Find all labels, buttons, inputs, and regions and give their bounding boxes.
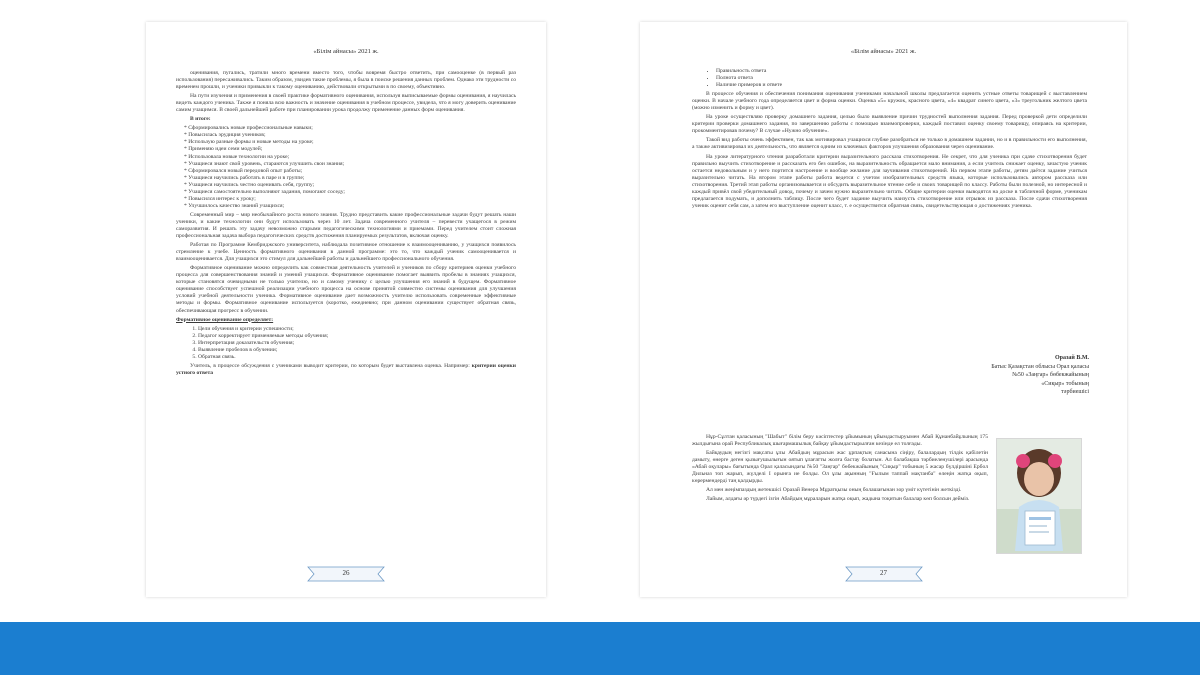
list-item: * Применяю идеи семи модулей;: [184, 146, 516, 153]
footer-divider: [0, 614, 1200, 619]
list-item: * Использую разные формы и новые методы на уроке;: [184, 139, 516, 146]
author-line: «Сиқыр» тобының: [1041, 380, 1089, 387]
list-item: * Учащиеся научились честно оценивать себя, группу;: [184, 182, 516, 189]
list-item: 2. Педагог корректирует применяемые методы обучения;: [198, 333, 516, 340]
closing-bold: критерии оценки устного ответа: [176, 362, 516, 376]
page-body: [692, 68, 1087, 212]
author-line: тәрбиешісі: [1061, 389, 1089, 395]
defines-list: [176, 326, 516, 361]
list-item: 5. Обратная связь.: [198, 354, 516, 361]
paragraph: На уроке осуществляю проверку домашнего задания, целью было выявление причин трудностей выполнения задания. Перед проверкой дети определили критерии проверки домашнего задания, по завершению работы с помощью взаимопроверки, каждый поставил оценку своему товарищу, опираясь на критерии, прокомментировав почему? В случае «Нужно обучение».: [692, 114, 1087, 135]
running-header: «Білім айнасы» 2021 ж.: [850, 48, 917, 55]
author-name: Оразай В.М.: [1054, 355, 1089, 361]
paragraph: оценивания, пугались, тратили много времени вместо того, чтобы вовремя быстро ответить, при самооценке (в первый раз использования) пересаживались. Таким образом, увидев такие проблемы, я была в поиске решения данных проблем. Однако эти трудности со временем прошли, и ученики привыкли к такому оцениванию, действовали открытыми в по своему, объективно.: [176, 70, 516, 91]
page-number-ribbon: [306, 565, 386, 583]
document-page-left: [146, 22, 546, 597]
paragraph: Современный мир – мир необычайного роста нового знания. Трудно представить какие профессиональные задачи будут решать наши ученики, и какие технологии они будут использовать через 10 лет. Задача современного учителя – перевести учащегося в режим саморазвития. И решать эту задачу невозможно старыми педагогическими технологиями и приемами. Перед учителем стоит сложная профессиональная задача выбора педагогических средств достижения планируемых результатов, включая оценку.: [176, 211, 516, 240]
running-header: «Білім айнасы» 2021 ж.: [313, 48, 379, 55]
list-item: 3. Интерпретация доказательств обучения;: [198, 340, 516, 347]
page-number: 26: [342, 569, 350, 577]
summary-list: [176, 125, 516, 210]
paragraph: Работая по Программе Кембриджского университета, наблюдала позитивное отношение к взаимооцениванию, у учащихся появилось стремление к учебе. Ценность формативного оценивания в данной программе: это то, что каждый ученик самооценивается и взаимооценивается. Для учащихся это стимул для дальнейшей работы и дальнейшего профессионального обучения.: [176, 242, 516, 263]
page-number: 27: [880, 569, 887, 577]
list-item: • Наличие примеров и ответе: [716, 82, 1087, 89]
list-item: • Полнота ответа: [716, 75, 1087, 82]
kazakh-article: [692, 434, 988, 505]
list-item: * Сформировался новый передовой опыт работы;: [184, 168, 516, 175]
author-line: Батыс Қазақстан облысы Орал қаласы: [991, 363, 1089, 370]
child-photo: [996, 438, 1082, 554]
paragraph: Байқаудың негізгі мақсаты ұлы Абайдың мұрасын жас ұрпақтың санасына сіңіру, балалардың тілдік қабілетін дамыту, өнерге деген қызығушылығын оятып ұлағатты жолға бастау болатын. Ал балабақша тәрбиеленушілері арасында «Абай оқулары» бағытында Орал қаласындағы №50 "Заңгар" бөбекжайының "Сиқыр" тобының 5 жасар бүлдіршіні Ербол Дильназ топ жарып, жүлделі І орынға ие болды. Ол ұлы ақынның "Ғылым таппай мақтанба" өлеңін жатқа оқып, көрермендерді таң қалдырды.: [692, 450, 988, 485]
list-item: * Улучшилось качество знаний учащихся;: [184, 203, 516, 210]
list-item: * Использовала новые технологии на уроке;: [184, 154, 516, 161]
list-item: * Учащиеся научились работать в паре и в группе;: [184, 175, 516, 182]
summary-heading: В итоге:: [190, 116, 211, 123]
page-body: [176, 70, 516, 379]
closing-paragraph: [176, 363, 516, 377]
page-number-ribbon: [844, 565, 924, 583]
list-item: 4. Выявление пробелов в обучении;: [198, 347, 516, 354]
list-item: 1. Цели обучения и критерии успешности;: [198, 326, 516, 333]
footer-band: [0, 622, 1200, 675]
list-item: * Учащиеся знают свой уровень, стараются улучшить свои знания;: [184, 161, 516, 168]
paragraph: Такой вид работы очень эффективен, так как мотивировал учащихся глубже разобраться не только в домашнем задании, но и в правильности его выполнения, а также активизировал их деятельность, что является одним из ключевых факторов улучшения образования через оценивание.: [692, 137, 1087, 151]
author-line: №50 «Заңгар» бөбекжайының: [1012, 372, 1089, 378]
criteria-list: [692, 68, 1087, 89]
defines-label: Формативное оценивание определяет:: [176, 316, 274, 323]
list-item: * Учащиеся самостоятельно выполняют задания, помогают соседу;: [184, 189, 516, 196]
paragraph: Формативное оценивание можно определить как совместная деятельность учителей и учеников по сбору критериев оценки учебного процесса для совершенствования знаний и умений учащихся. Формативное оценивание помогает выявить пробелы в знаниях учащихся, которые становятся очевидными не только учителю, но и самому ученику с целью улучшения его знаний в будущем. Формативное оценивание способствует успешной реализации учебного процесса на основе принятой совместно системы оценивания для улучшения условий учебной деятельности ученика. Формативное оценивание дает возможность учителю использовать современные эффективные методы и формы. Формативное оценивание используется (коротко, ежедневно; при данном оценивании существует обратная связь, обеспечивающая прогресс в обучении.: [176, 265, 516, 314]
child-photo-image: [997, 439, 1081, 553]
paragraph: На уроке литературного чтения разработали критерии выразительного рассказа стихотворения. Не секрет, что для ученика при сдаче стихотворения будет правильно выучить стихотворение и рассказать его без ошибок, на выразительность обращается мало внимания, а если учитель снижает оценку, зачастую ученик остается недовольным и у него портится настроение и вообще желание для заучивания стихотворений. На первом этапе работы, детям даётся задание учиться выразительно читать. На втором этапе работы работа ведется с учетом изобразительных средств языка, которые использовались автором рассказа или стихотворения. Третий этап работы организовывается и обсудить выразительное чтение себе и своих товарищей по классу. Работы были полезной, но интересной и каждый привёл свой убедительный довод, почему и зачем нужно выразительно читать. Общие критерии оценки выводятся на доске в табличной форме, ученикам предлагается подумать, и дополнить таблицу. После чего будет задание выучить наизусть стихотворение или отрывок из рассказа. После сдачи стихотворения ученик оценит себя сам, а затем его выступление оценит класс, т. е осуществится обратная связь, свидетельствующая о достижениях ученика.: [692, 153, 1087, 209]
closing-text: Учитель, в процессе обсуждения с учениками выводит критерии, по которым будет выставлена оценка. Например:: [190, 362, 470, 369]
paragraph: На пути изучения и применения в своей практике формативного оценивания, используя выписываемые формы оценивания, я научилась видеть каждого ученика. Также я поняла всю важность и значение оценивания в учебном процессе, увидела, что я могу доверить оценивание самим учащимся. В своей дальнейшей работе при планировании урока продолжу применение данных форм оценивания.: [176, 93, 516, 114]
paragraph: В процессе обучения и обеспечения понимания оценивания учениками начальной школы предлагается оценить устные ответы товарищей с выставлением оценки. В начале учебного года определяется цвет и форма оценки. Оценка «5» кружок, красного цвета, «4» квадрат синего цвета, «3» треугольник желтого цвета (можно изменить и форму и цвет).: [692, 91, 1087, 112]
document-page-right: [640, 22, 1127, 597]
list-item: * Сформировались новые профессиональные навыки;: [184, 125, 516, 132]
list-item: * Повысилась эрудиция учеников;: [184, 132, 516, 139]
author-signature: [991, 354, 1089, 397]
paragraph: Ал мен жеңімпаздың жетекшісі Оразай Венера Мұратқызы оның болашағынан зор үміт күтетінін жеткізді.: [706, 487, 962, 494]
paragraph: Лайым, алдағы әр түрдегі ізгін Абайдың мұраларын жатқа оқып, жадына тоқитын балалар көп болсын дейміз.: [706, 496, 970, 503]
list-item: • Правильность ответа: [716, 68, 1087, 75]
paragraph: Нұр-Сұлтан қаласының "Шабыт" білім беру кәсіптестер ұйымының ұйымдастыруымен Абай Құнанбайұлының 175 жылдығына орай Республикалық шығармашылық байқау ұйымдастырылған кезінде ел толғады.: [692, 434, 988, 448]
list-item: * Повысился интерес к уроку;: [184, 196, 516, 203]
